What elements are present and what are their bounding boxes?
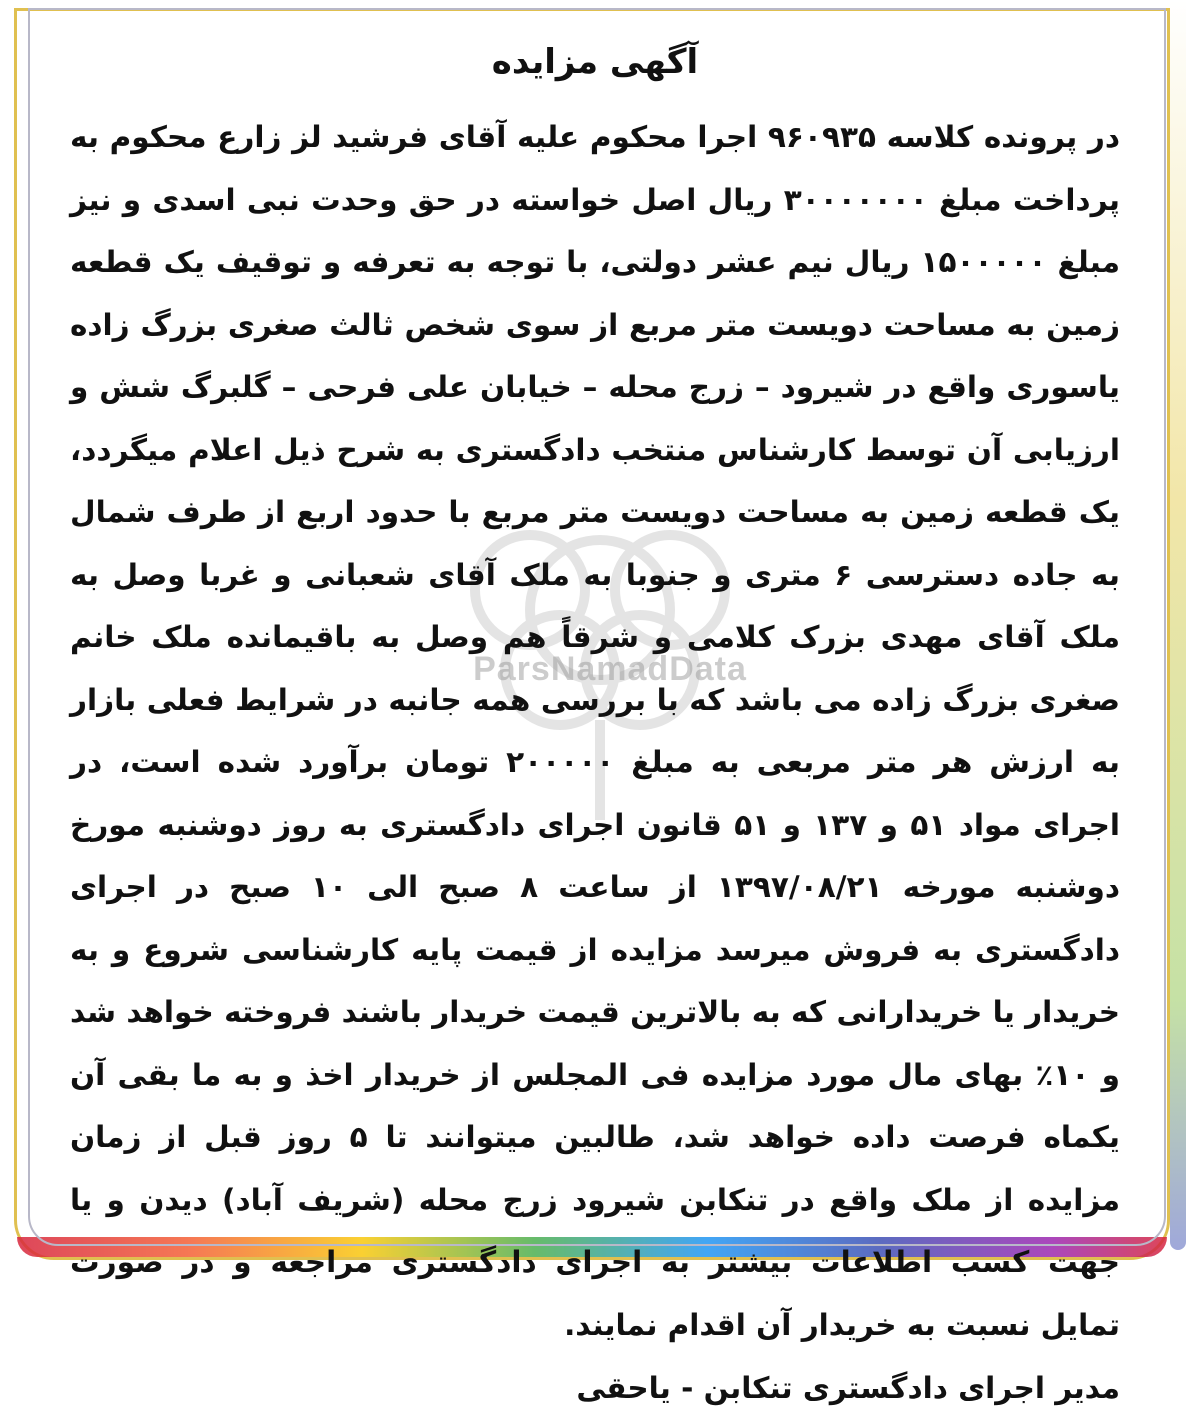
notice-title: آگهی مزایده (491, 42, 699, 82)
watermark-brand: ParsNamadData (473, 650, 747, 688)
right-decorative-bar (1170, 0, 1186, 1250)
notice-body: در پرونده کلاسه ۹۶۰۹۳۵ اجرا محکوم علیه آقای فرشید لز زارع محکوم به پرداخت مبلغ ۳۰۰۰۰۰۰۰ ریال اصل خواسته در حق وحدت نبی اسدی و نیز مبلغ ۱۵۰۰۰۰۰ ریال نیم عشر دولتی، با توجه به تعرفه و توقیف یک قطعه زمین به مساحت دویست متر مربع از سوی شخص ثالث صغری بزرگ زاده یاسوری واقع در شیرود – زرج محله – خیابان علی فرحی – گلبرگ شش و ارزیابی آن توسط کارشناس منتخب دادگستری به شرح ذیل اعلام میگردد، یک قطعه زمین به مساحت دویست متر مربع با حدود اربع از طرف شمال به جاده دسترسی ۶ متری و جنوبا به ملک آقای شعبانی و غربا وصل به ملک آقای مهدی بزرک کلامی و شرقاً هم وصل به باقیمانده ملک خانم صغری بزرگ زاده می باشد که با بررسی همه جانبه در شرایط فعلی بازار به ارزش هر متر مربعی به مبلغ ۲۰۰۰۰۰ تومان برآورد شده است، در اجرای مواد ۵۱ و ۱۳۷ و ۵۱ قانون اجرای دادگستری به روز دوشنبه مورخ دوشنبه مورخه ۱۳۹۷/۰۸/۲۱ از ساعت ۸ صبح الی ۱۰ صبح در اجرای دادگستری به فروش میرسد مزایده از قیمت پایه کارشناسی شروع و به خریدار یا خریدارانی که به بالاترین قیمت خریدار باشند فروخته خواهد شد و ۱۰٪ بهای مال مورد مزایده فی المجلس از خریدار اخذ و به ما بقی آن یکماه فرصت داده خواهد شد، طالبین میتوانند تا ۵ روز قبل از زمان مزایده از ملک واقع در تنکابن شیرود زرج محله (شریف آباد) دیدن و یا جهت کسب اطلاعات بیشتر به اجرای دادگستری مراجعه و در صورت تمایل نسبت به خریدار آن اقدام نمایند. (70, 120, 1121, 1342)
notice-signature: مدیر اجرای دادگستری تنکابن - یاحقی (576, 1371, 1120, 1405)
notice-content (70, 22, 1120, 1418)
